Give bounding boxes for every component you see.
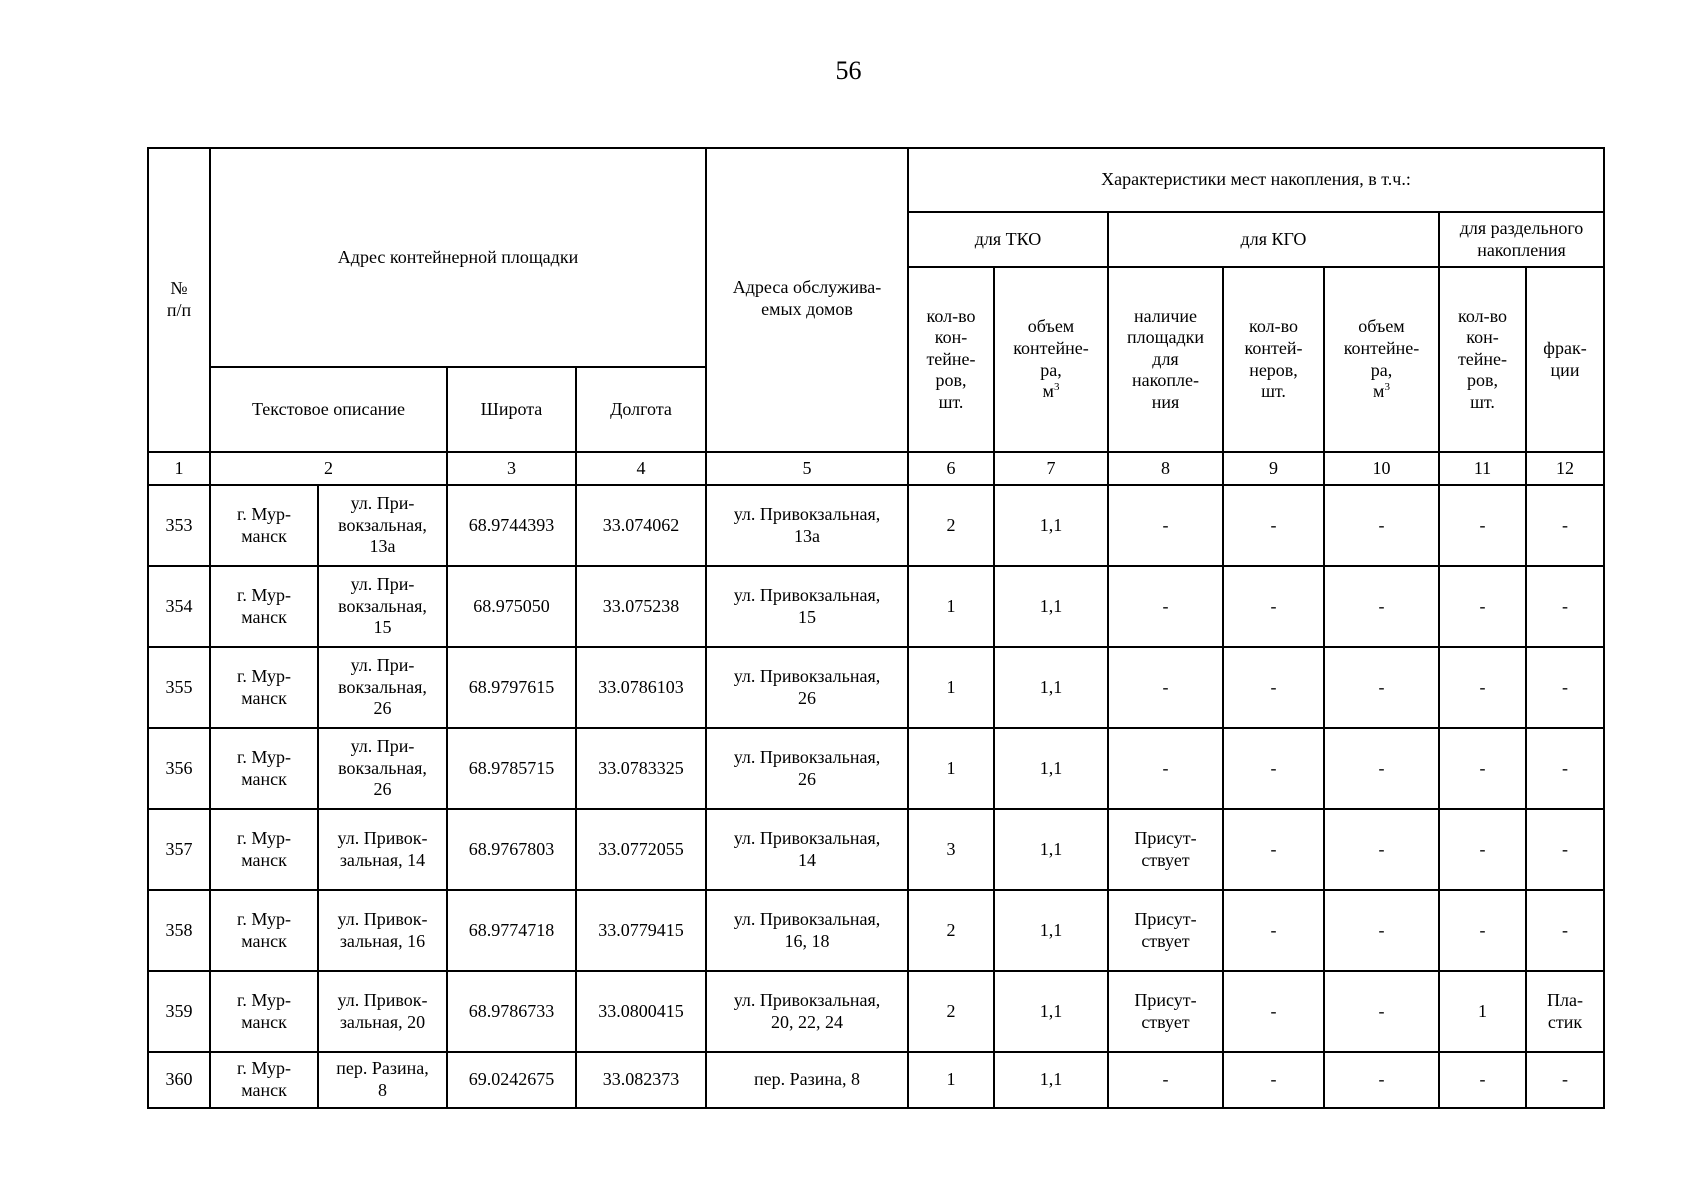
cell-longitude: 33.0783325 xyxy=(576,728,706,809)
table-row xyxy=(148,1052,1604,1108)
header-kgo-count: кол-во контей- неров, шт. xyxy=(1223,267,1324,452)
cell-longitude: 33.082373 xyxy=(576,1052,706,1108)
cell-kgo-volume: - xyxy=(1324,890,1439,971)
cell-row-number: 360 xyxy=(148,1052,210,1108)
cell-sep-fractions: - xyxy=(1526,647,1604,728)
cell-sep-fractions: - xyxy=(1526,566,1604,647)
cell-sep-fractions: - xyxy=(1526,809,1604,890)
cell-sep-fractions: - xyxy=(1526,728,1604,809)
cell-sep-count: - xyxy=(1439,809,1526,890)
cell-latitude: 68.9774718 xyxy=(447,890,576,971)
table-header xyxy=(148,148,1604,485)
cell-tko-count: 3 xyxy=(908,809,994,890)
header-address: Адрес контейнерной площадки xyxy=(210,148,706,367)
cell-tko-count: 1 xyxy=(908,1052,994,1108)
column-number: 3 xyxy=(447,452,576,485)
cell-sep-fractions: Пла- стик xyxy=(1526,971,1604,1052)
cell-tko-volume: 1,1 xyxy=(994,809,1108,890)
cell-tko-volume: 1,1 xyxy=(994,566,1108,647)
cell-kgo-volume: - xyxy=(1324,647,1439,728)
cell-street: ул. Привок- зальная, 14 xyxy=(318,809,447,890)
cell-latitude: 68.9785715 xyxy=(447,728,576,809)
column-number: 12 xyxy=(1526,452,1604,485)
column-number: 4 xyxy=(576,452,706,485)
column-number: 11 xyxy=(1439,452,1526,485)
table-row xyxy=(148,647,1604,728)
cell-kgo-count: - xyxy=(1223,971,1324,1052)
table-row xyxy=(148,566,1604,647)
cell-row-number: 354 xyxy=(148,566,210,647)
header-tko: для ТКО xyxy=(908,212,1108,267)
cell-kgo-volume: - xyxy=(1324,809,1439,890)
header-tko-count: кол-во кон- тейне- ров, шт. xyxy=(908,267,994,452)
cell-kgo-presence: - xyxy=(1108,647,1223,728)
column-number: 5 xyxy=(706,452,908,485)
cell-longitude: 33.074062 xyxy=(576,485,706,566)
cell-street: ул. При- вокзальная, 26 xyxy=(318,647,447,728)
table-body xyxy=(148,485,1604,1108)
cell-tko-count: 1 xyxy=(908,647,994,728)
cell-longitude: 33.0786103 xyxy=(576,647,706,728)
cell-row-number: 353 xyxy=(148,485,210,566)
cell-tko-volume: 1,1 xyxy=(994,971,1108,1052)
cell-tko-volume: 1,1 xyxy=(994,1052,1108,1108)
header-kgo: для КГО xyxy=(1108,212,1439,267)
cell-city: г. Мур- манск xyxy=(210,485,318,566)
cell-served-addresses: ул. Привокзальная, 13а xyxy=(706,485,908,566)
cell-served-addresses: ул. Привокзальная, 26 xyxy=(706,728,908,809)
cell-city: г. Мур- манск xyxy=(210,647,318,728)
cell-sep-fractions: - xyxy=(1526,485,1604,566)
cell-kgo-volume: - xyxy=(1324,566,1439,647)
column-number: 9 xyxy=(1223,452,1324,485)
header-sep-count: кол-во кон- тейне- ров, шт. xyxy=(1439,267,1526,452)
cell-longitude: 33.0800415 xyxy=(576,971,706,1052)
cell-row-number: 359 xyxy=(148,971,210,1052)
table-row xyxy=(148,809,1604,890)
header-num: № п/п xyxy=(148,148,210,452)
cell-kgo-presence: - xyxy=(1108,728,1223,809)
cell-kgo-count: - xyxy=(1223,566,1324,647)
cell-tko-count: 1 xyxy=(908,728,994,809)
cell-tko-volume: 1,1 xyxy=(994,728,1108,809)
column-number: 8 xyxy=(1108,452,1223,485)
cell-tko-volume: 1,1 xyxy=(994,890,1108,971)
cell-tko-volume: 1,1 xyxy=(994,647,1108,728)
cell-city: г. Мур- манск xyxy=(210,566,318,647)
cell-served-addresses: ул. Привокзальная, 14 xyxy=(706,809,908,890)
column-number: 2 xyxy=(210,452,447,485)
cell-latitude: 68.975050 xyxy=(447,566,576,647)
header-separate: для раздельного накопления xyxy=(1439,212,1604,267)
cell-city: г. Мур- манск xyxy=(210,890,318,971)
cell-street: ул. При- вокзальная, 26 xyxy=(318,728,447,809)
cell-row-number: 355 xyxy=(148,647,210,728)
cell-street: ул. Привок- зальная, 16 xyxy=(318,890,447,971)
cell-longitude: 33.0779415 xyxy=(576,890,706,971)
table-row xyxy=(148,971,1604,1052)
cell-sep-count: - xyxy=(1439,647,1526,728)
cell-kgo-count: - xyxy=(1223,1052,1324,1108)
header-latitude: Широта xyxy=(447,367,576,452)
header-characteristics: Характеристики мест накопления, в т.ч.: xyxy=(908,148,1604,212)
cell-city: г. Мур- манск xyxy=(210,971,318,1052)
cell-kgo-count: - xyxy=(1223,647,1324,728)
cell-sep-fractions: - xyxy=(1526,1052,1604,1108)
cell-kgo-volume: - xyxy=(1324,728,1439,809)
cell-street: ул. При- вокзальная, 13а xyxy=(318,485,447,566)
header-kgo-volume: объем контейне- ра, $м^3$ xyxy=(1324,267,1439,452)
cell-kgo-presence: - xyxy=(1108,566,1223,647)
cell-served-addresses: ул. Привокзальная, 15 xyxy=(706,566,908,647)
cell-kgo-count: - xyxy=(1223,485,1324,566)
cell-kgo-presence: Присут- ствует xyxy=(1108,890,1223,971)
cell-served-addresses: ул. Привокзальная, 26 xyxy=(706,647,908,728)
header-served-addresses: Адреса обслужива- емых домов xyxy=(706,148,908,452)
cell-street: пер. Разина, 8 xyxy=(318,1052,447,1108)
table-row xyxy=(148,890,1604,971)
cell-latitude: 68.9797615 xyxy=(447,647,576,728)
cell-kgo-count: - xyxy=(1223,890,1324,971)
cell-longitude: 33.075238 xyxy=(576,566,706,647)
table-row xyxy=(148,728,1604,809)
cell-row-number: 357 xyxy=(148,809,210,890)
header-text-description: Текстовое описание xyxy=(210,367,447,452)
cell-kgo-volume: - xyxy=(1324,485,1439,566)
cell-sep-count: - xyxy=(1439,890,1526,971)
cell-tko-count: 1 xyxy=(908,566,994,647)
cell-latitude: 69.0242675 xyxy=(447,1052,576,1108)
header-longitude: Долгота xyxy=(576,367,706,452)
cell-longitude: 33.0772055 xyxy=(576,809,706,890)
cell-latitude: 68.9786733 xyxy=(447,971,576,1052)
cell-row-number: 356 xyxy=(148,728,210,809)
column-number: 1 xyxy=(148,452,210,485)
cell-tko-count: 2 xyxy=(908,890,994,971)
table-row xyxy=(148,485,1604,566)
cell-sep-count: - xyxy=(1439,728,1526,809)
page-number: 56 xyxy=(835,56,862,85)
cell-kgo-count: - xyxy=(1223,728,1324,809)
cell-sep-count: 1 xyxy=(1439,971,1526,1052)
cell-served-addresses: ул. Привокзальная, 20, 22, 24 xyxy=(706,971,908,1052)
column-number: 7 xyxy=(994,452,1108,485)
cell-sep-count: - xyxy=(1439,485,1526,566)
cell-served-addresses: ул. Привокзальная, 16, 18 xyxy=(706,890,908,971)
cell-sep-fractions: - xyxy=(1526,890,1604,971)
cell-street: ул. При- вокзальная, 15 xyxy=(318,566,447,647)
cell-latitude: 68.9767803 xyxy=(447,809,576,890)
column-numbers-row xyxy=(148,452,1604,485)
cell-city: г. Мур- манск xyxy=(210,1052,318,1108)
cell-city: г. Мур- манск xyxy=(210,728,318,809)
container-sites-table xyxy=(147,147,1605,1109)
cell-tko-count: 2 xyxy=(908,485,994,566)
cell-sep-count: - xyxy=(1439,566,1526,647)
cell-sep-count: - xyxy=(1439,1052,1526,1108)
header-kgo-presence: наличие площадки для накопле- ния xyxy=(1108,267,1223,452)
cell-tko-count: 2 xyxy=(908,971,994,1052)
cell-latitude: 68.9744393 xyxy=(447,485,576,566)
cell-kgo-count: - xyxy=(1223,809,1324,890)
cell-kgo-volume: - xyxy=(1324,971,1439,1052)
cell-city: г. Мур- манск xyxy=(210,809,318,890)
cell-kgo-volume: - xyxy=(1324,1052,1439,1108)
cell-tko-volume: 1,1 xyxy=(994,485,1108,566)
column-number: 10 xyxy=(1324,452,1439,485)
cell-kgo-presence: Присут- ствует xyxy=(1108,971,1223,1052)
cell-kgo-presence: - xyxy=(1108,1052,1223,1108)
header-sep-fractions: фрак- ции xyxy=(1526,267,1604,452)
cell-kgo-presence: - xyxy=(1108,485,1223,566)
cell-street: ул. Привок- зальная, 20 xyxy=(318,971,447,1052)
cell-served-addresses: пер. Разина, 8 xyxy=(706,1052,908,1108)
header-tko-volume: объем контейне- ра, $м^3$ xyxy=(994,267,1108,452)
cell-row-number: 358 xyxy=(148,890,210,971)
column-number: 6 xyxy=(908,452,994,485)
cell-kgo-presence: Присут- ствует xyxy=(1108,809,1223,890)
